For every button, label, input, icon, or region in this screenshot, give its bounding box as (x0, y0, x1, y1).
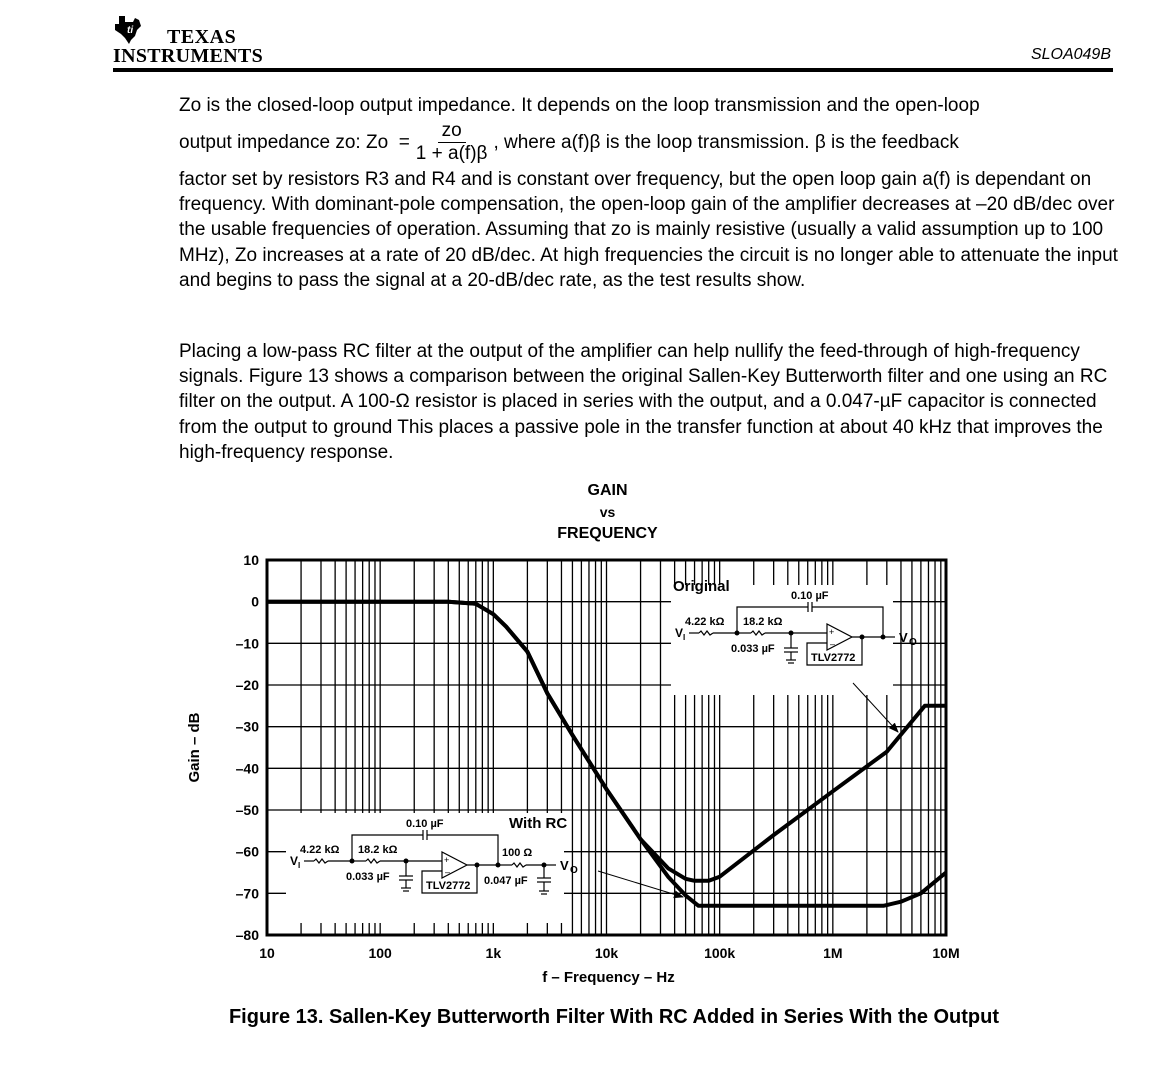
chart-title-line-1: GAIN (587, 482, 628, 499)
equation-denominator: 1 + a(f)β (415, 143, 488, 164)
circuit-with-rc (286, 813, 578, 923)
input-label: V (675, 626, 684, 640)
document-number: SLOA049B (1030, 46, 1111, 63)
chart-title-line-2: vs (599, 504, 616, 520)
x-tick-label: 10 (259, 945, 275, 961)
r-out-label: 100 Ω (502, 847, 533, 859)
opamp-label: TLV2772 (426, 880, 471, 892)
circuit-title: Original (673, 578, 730, 595)
y-tick-label: –70 (235, 885, 259, 902)
y-tick-label: –60 (235, 843, 259, 860)
paragraph-2: Placing a low-pass RC filter at the output of the amplifier can help nullify the feed-through of high-frequency signals. Figure 13 shows a comparison between the original Sallen-Key Butterworth filter and one using an RC filter on the output. A 100-Ω resistor is placed in series with the output, and a 0.047-µF capacitor is connected from the output to ground This places a passive pole in the transfer function at about 40 kHz that improves the high-frequency response. (179, 341, 1108, 463)
c-ground-label: 0.033 µF (346, 871, 390, 883)
opamp-minus: – (830, 639, 836, 649)
y-tick-label: 10 (243, 552, 259, 568)
r1-label: 4.22 kΩ (300, 844, 340, 856)
circuit-original (671, 578, 917, 695)
output-label-sub: O (909, 637, 917, 648)
x-tick-label: 10k (594, 945, 619, 961)
input-label-sub: I (298, 861, 301, 870)
figure-caption: Figure 13. Sallen-Key Butterworth Filter With RC Added in Series With the Output (228, 1006, 1000, 1028)
x-axis-label: f – Frequency – Hz (542, 969, 675, 986)
y-axis-label: Gain – dB (186, 712, 203, 783)
x-tick-label: 100 (368, 945, 392, 961)
output-label: V (560, 858, 569, 873)
opamp-minus: – (445, 867, 451, 877)
r1-label: 4.22 kΩ (685, 616, 725, 628)
chart-title-line-3: FREQUENCY (557, 525, 658, 542)
c-out-label: 0.047 µF (484, 875, 528, 887)
equation-prefix: output impedance zo: Zo = (179, 131, 410, 153)
circuit-title: With RC (509, 815, 568, 832)
y-tick-label: –50 (235, 802, 259, 818)
c-ground-label: 0.033 µF (731, 643, 775, 655)
y-tick-label: 0 (251, 593, 259, 610)
brand-line2: INSTRUMENTS (113, 45, 263, 67)
paragraph-1-rest: factor set by resistors R3 and R4 and is constant over frequency, but the open loop gain a(f) is dependant on frequency. With dominant-pole compensation, the open-loop gain of the amplifier decreases at –20 dB/dec over the usable frequencies of operation. Assuming that zo is mainly resistive (usually a valid assumption up to 100 MHz), Zo increases at a rate of 20 dB/dec. At high frequencies the circuit is no longer able to attenuate the input and begins to pass the signal at a 20-dB/dec rate, as the test results show. (179, 169, 1118, 291)
input-label: V (290, 854, 299, 868)
x-tick-label: 1k (485, 945, 502, 961)
output-label: V (899, 630, 908, 645)
x-tick-label: 10M (932, 945, 960, 961)
circuit-background (671, 585, 893, 695)
equation-suffix: , where a(f)β is the loop transmission. β is the feedback (493, 131, 959, 153)
c-feedback-label: 0.10 µF (791, 590, 829, 602)
paragraph-1-line-1: Zo is the closed-loop output impedance. It depends on the loop transmission and the open-loop (179, 95, 980, 116)
brand-line1: TEXAS (167, 26, 237, 48)
svg-text:ti: ti (127, 25, 134, 36)
r2-label: 18.2 kΩ (743, 616, 783, 628)
output-label-sub: O (570, 865, 578, 876)
y-tick-label: –10 (235, 635, 259, 652)
x-tick-label: 1M (823, 945, 843, 961)
opamp-plus: + (829, 627, 835, 637)
input-label-sub: I (683, 633, 686, 642)
y-tick-label: –40 (235, 760, 259, 777)
opamp-label: TLV2772 (811, 652, 856, 664)
r2-label: 18.2 kΩ (358, 844, 398, 856)
opamp-plus: + (444, 855, 450, 865)
y-tick-label: –20 (235, 677, 259, 693)
x-tick-label: 100k (704, 945, 736, 961)
c-feedback-label: 0.10 µF (406, 818, 444, 830)
equation-numerator: zo (438, 120, 466, 143)
y-tick-label: –80 (235, 927, 259, 943)
y-tick-label: –30 (235, 718, 259, 735)
